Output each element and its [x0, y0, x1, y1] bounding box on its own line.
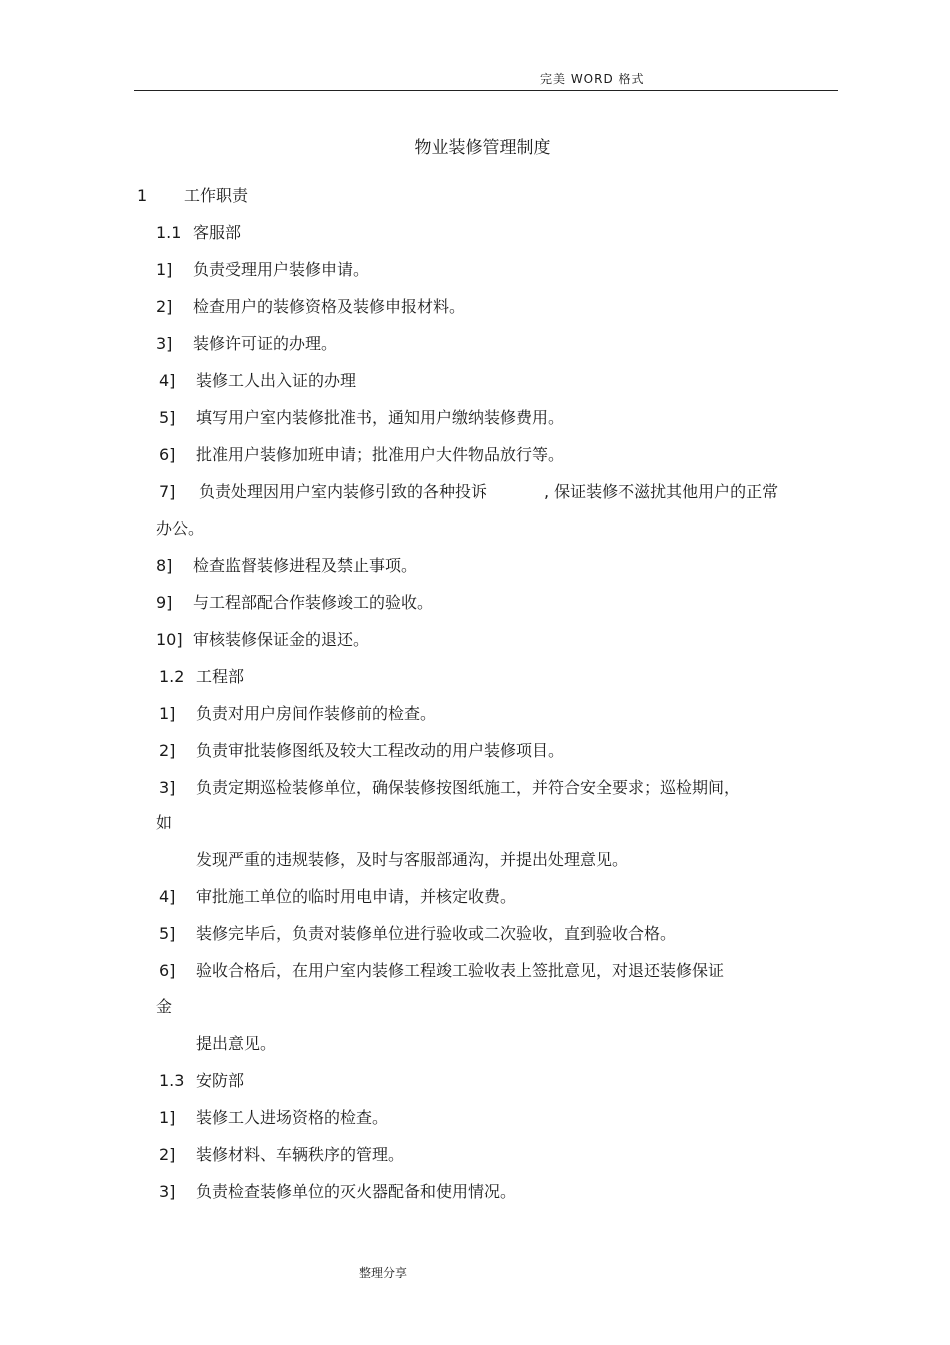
item-number: 4] [159, 887, 176, 906]
list-item [159, 370, 356, 392]
list-item-continuation: 如 [156, 813, 173, 832]
item-text: 检查监督装修进程及禁止事项。 [193, 556, 418, 575]
page-header: 完美 WORD 格式 [540, 72, 645, 86]
section-title: 工作职责 [184, 186, 249, 205]
item-text: 填写用户室内装修批准书，通知用户缴纳装修费用。 [196, 408, 565, 427]
item-text: 装修工人进场资格的检查。 [196, 1108, 389, 1127]
item-text-continued: , 保证装修不滋扰其他用户的正常 [544, 482, 779, 501]
item-text: 负责定期巡检装修单位，确保装修按图纸施工，并符合安全要求；巡检期间， [196, 778, 741, 797]
list-item [156, 555, 417, 577]
item-number: 2] [159, 1145, 176, 1164]
list-item [159, 960, 724, 982]
item-number: 5] [159, 924, 176, 943]
item-number: 1] [159, 704, 176, 723]
item-text: 装修许可证的办理。 [193, 334, 338, 353]
list-item [159, 886, 516, 908]
item-number: 8] [156, 556, 173, 575]
item-text: 负责处理因用户室内装修引致的各种投诉 [199, 482, 488, 501]
item-text: 与工程部配合作装修竣工的验收。 [193, 593, 434, 612]
item-text: 负责审批装修图纸及较大工程改动的用户装修项目。 [196, 741, 565, 760]
item-number: 7] [159, 482, 176, 501]
item-text: 装修材料、车辆秩序的管理。 [196, 1145, 405, 1164]
list-item [156, 259, 369, 281]
subsection-title: 安防部 [196, 1071, 245, 1090]
item-number: 2] [156, 297, 173, 316]
document-title: 物业装修管理制度 [414, 138, 551, 158]
item-number: 3] [159, 1182, 176, 1201]
list-item [159, 481, 778, 503]
subsection-heading [159, 666, 244, 688]
item-text: 批准用户装修加班申请；批准用户大件物品放行等。 [196, 445, 565, 464]
list-item [159, 407, 564, 429]
item-number: 6] [159, 445, 176, 464]
list-item-continuation: 金 [156, 997, 173, 1016]
subsection-number: 1.3 [159, 1071, 185, 1090]
list-item [156, 592, 433, 614]
item-number: 1] [159, 1108, 176, 1127]
item-text: 负责对用户房间作装修前的检查。 [196, 704, 437, 723]
item-number: 4] [159, 371, 176, 390]
list-item [159, 740, 564, 762]
item-text: 检查用户的装修资格及装修申报材料。 [193, 297, 466, 316]
subsection-number: 1.2 [159, 667, 185, 686]
section-number: 1 [137, 186, 148, 205]
subsection-number: 1.1 [156, 223, 182, 242]
item-text: 负责受理用户装修申请。 [193, 260, 370, 279]
subsection-heading [159, 1070, 244, 1092]
page-footer: 整理分享 [359, 1266, 408, 1280]
item-text: 装修完毕后，负责对装修单位进行验收或二次验收，直到验收合格。 [196, 924, 677, 943]
list-item-continuation: 提出意见。 [196, 1034, 277, 1053]
list-item [159, 703, 436, 725]
list-item [159, 444, 564, 466]
section-heading [137, 185, 248, 207]
item-text: 验收合格后，在用户室内装修工程竣工验收表上签批意见，对退还装修保证 [196, 961, 725, 980]
subsection-heading [156, 222, 241, 244]
item-number: 5] [159, 408, 176, 427]
list-item [159, 1107, 388, 1129]
item-text: 装修工人出入证的办理 [196, 371, 357, 390]
list-item-continuation: 办公。 [156, 519, 205, 538]
item-number: 2] [159, 741, 176, 760]
list-item [159, 1144, 404, 1166]
list-item [156, 296, 465, 318]
item-number: 10] [156, 630, 183, 649]
subsection-title: 客服部 [193, 223, 242, 242]
item-text: 审批施工单位的临时用电申请，并核定收费。 [196, 887, 517, 906]
list-item [159, 1181, 516, 1203]
item-text: 负责检查装修单位的灭火器配备和使用情况。 [196, 1182, 517, 1201]
header-divider [134, 90, 838, 91]
item-number: 9] [156, 593, 173, 612]
item-number: 3] [156, 334, 173, 353]
item-number: 1] [156, 260, 173, 279]
item-number: 3] [159, 778, 176, 797]
item-text: 审核装修保证金的退还。 [193, 630, 370, 649]
item-number: 6] [159, 961, 176, 980]
list-item [159, 777, 740, 799]
list-item [156, 629, 369, 651]
list-item [156, 333, 337, 355]
list-item-continuation: 发现严重的违规装修，及时与客服部通沟，并提出处理意见。 [196, 850, 629, 869]
list-item [159, 923, 676, 945]
subsection-title: 工程部 [196, 667, 245, 686]
